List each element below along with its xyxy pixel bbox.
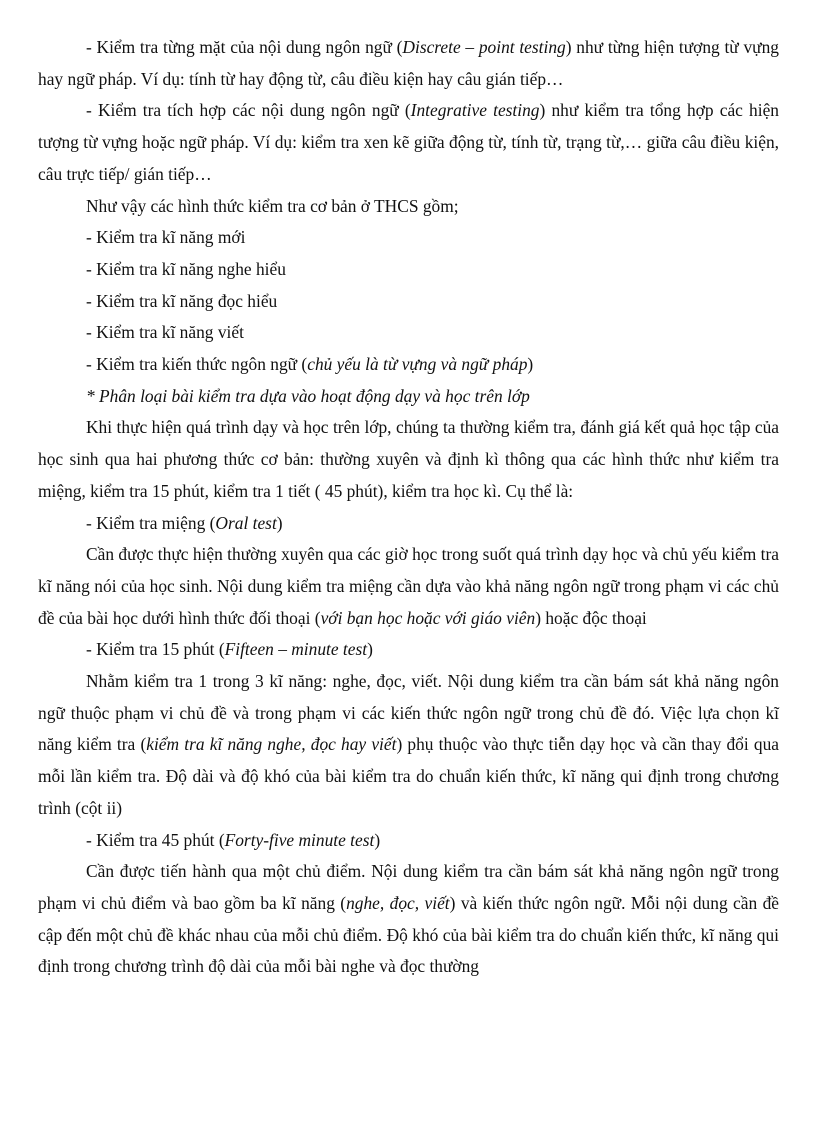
text-run: )	[374, 829, 381, 850]
text-run: Như vậy các hình thức kiểm tra cơ bản ở THCS gồm;	[86, 195, 459, 216]
paragraph	[38, 508, 779, 540]
paragraph	[38, 191, 779, 223]
italic-text: Fifteen – minute test	[224, 639, 368, 660]
text-run: - Kiểm tra kĩ năng viết	[86, 322, 244, 343]
paragraph	[38, 381, 779, 413]
paragraph	[38, 634, 779, 666]
paragraph	[38, 539, 779, 634]
paragraph	[38, 95, 779, 190]
text-run: Khi thực hiện quá trình dạy và học trên lớp, chúng ta thường kiểm tra, đánh giá kết quả học tập của học sinh qua hai phương thức cơ bản: thường xuyên và định kì thông qua các hình thức như kiểm tra miệng, kiểm tra 15 phút, kiểm tra 1 tiết ( 45 phút), kiểm tra học kì. Cụ thể là:	[38, 417, 779, 501]
text-run: ) và kiến thức ngôn ngữ. Mỗi nội dung cần đề cập đến một chủ đề khác nhau của mỗi chủ điểm. Độ khó của bài kiểm tra do chuẩn kiến thức, kĩ năng qui định trong chương trình độ dài của mỗi bài nghe và đọc thường	[38, 892, 779, 977]
italic-text: Integrative testing	[410, 100, 540, 121]
text-run: ) như từng hiện tượng từ vựng hay ngữ pháp. Ví dụ: tính từ hay động từ, câu điều kiện hay câu gián tiếp…	[38, 37, 779, 89]
paragraph	[38, 666, 779, 825]
text-run: )	[276, 512, 283, 533]
text-run: - Kiểm tra miệng (	[86, 512, 216, 533]
text-run: )	[367, 639, 373, 660]
text-run: Cần được thực hiện thường xuyên qua các giờ học trong suốt quá trình dạy học và chủ yếu kiểm tra kĩ năng nói của học sinh. Nội dung kiểm tra miệng cần dựa vào khả năng ngôn ngữ trong phạm vi các chủ đề của bài học dưới hình thức đối thoại (	[38, 544, 779, 628]
text-run: ) như kiểm tra tổng hợp các hiện tượng từ vựng hoặc ngữ pháp. Ví dụ: kiểm tra xen kẽ giữa động từ, tính từ, trạng từ,… giữa câu điều kiện, câu trực tiếp/ gián tiếp…	[38, 100, 779, 184]
italic-text: * Phân loại bài kiểm tra dựa vào hoạt động dạy và học trên lớp	[86, 385, 530, 406]
text-run: ) hoặc độc thoại	[535, 607, 647, 628]
text-run: - Kiểm tra kĩ năng mới	[86, 227, 246, 248]
text-run: - Kiểm tra 45 phút (	[86, 829, 225, 850]
document-page	[38, 32, 779, 983]
italic-text: kiểm tra kĩ năng nghe, đọc hay viết	[146, 734, 397, 755]
italic-text: chủ yếu là từ vựng và ngữ pháp	[307, 354, 528, 375]
italic-text: Forty-five minute test	[224, 829, 375, 850]
text-run: ) phụ thuộc vào thực tiễn dạy học và cần thay đổi qua mỗi lần kiểm tra. Độ dài và độ khó của bài kiểm tra do chuẩn kiến thức, kĩ năng qui định trong chương trình (cột ii)	[38, 734, 779, 818]
paragraph	[38, 412, 779, 507]
text-run: - Kiểm tra 15 phút (	[86, 639, 225, 660]
paragraph	[38, 286, 779, 318]
italic-text: nghe, đọc, viết	[346, 892, 450, 913]
text-run: - Kiểm tra tích hợp các nội dung ngôn ngữ (	[86, 100, 411, 121]
paragraph	[38, 317, 779, 349]
text-run: Cần được tiến hành qua một chủ điểm. Nội dung kiểm tra cần bám sát khả năng ngôn ngữ trong phạm vi chủ điểm và bao gồm ba kĩ năng (	[38, 861, 779, 913]
italic-text: Discrete – point testing	[402, 37, 566, 57]
paragraph	[38, 32, 779, 95]
text-run: - Kiểm tra kĩ năng nghe hiểu	[86, 258, 286, 279]
text-run: )	[527, 354, 534, 375]
text-run: Nhằm kiểm tra 1 trong 3 kĩ năng: nghe, đọc, viết. Nội dung kiểm tra cần bám sát khả năng ngôn ngữ thuộc phạm vi chủ đề và trong phạm vi các kiến thức ngôn ngữ trong chủ đề đó. Việc lựa chọn kĩ năng kiểm tra (	[38, 671, 779, 755]
paragraph	[38, 856, 779, 983]
text-run: - Kiểm tra từng mặt của nội dung ngôn ngữ (	[86, 37, 403, 57]
paragraph	[38, 349, 779, 381]
text-run: - Kiểm tra kĩ năng đọc hiểu	[86, 290, 278, 311]
italic-text: với bạn học hoặc với giáo viên	[320, 607, 536, 628]
italic-text: Oral test	[215, 512, 277, 533]
text-run: - Kiểm tra kiến thức ngôn ngữ (	[86, 354, 308, 375]
paragraph	[38, 254, 779, 286]
paragraph	[38, 222, 779, 254]
paragraph	[38, 825, 779, 857]
